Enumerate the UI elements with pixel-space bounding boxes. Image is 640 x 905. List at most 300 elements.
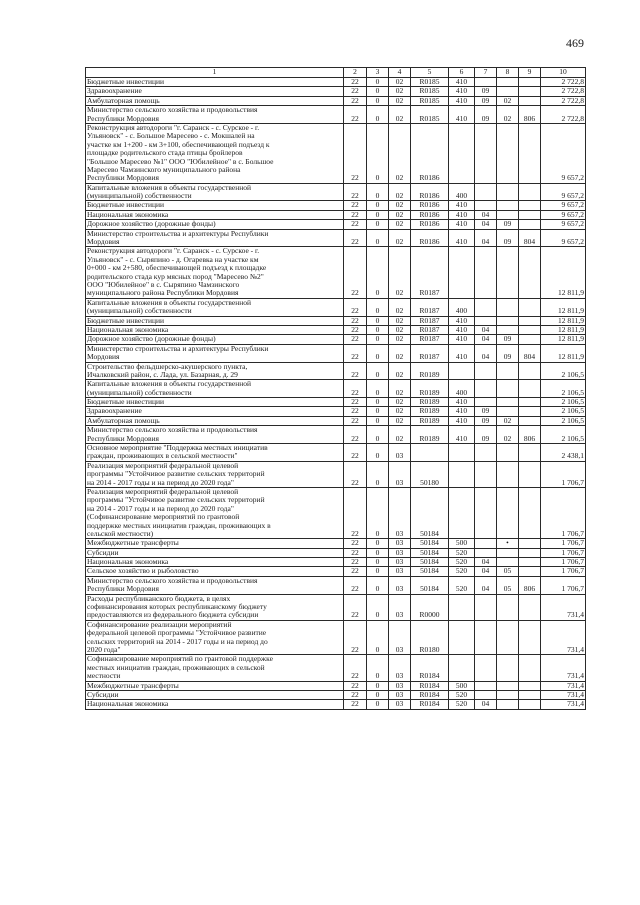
code-expense-type: 410 (449, 316, 475, 325)
code-program: 0 (367, 594, 389, 620)
code-expense-type: 520 (449, 576, 475, 594)
code-program: 0 (367, 362, 389, 380)
row-title: Бюджетные инвестиции (86, 201, 344, 210)
code-subsection (497, 210, 519, 219)
code-target: R0186 (411, 210, 449, 219)
code-subprogram: 02 (389, 426, 411, 444)
code-department (519, 247, 541, 298)
code-subprogram: 02 (389, 362, 411, 380)
code-subprogram: 03 (389, 620, 411, 655)
code-subsection (497, 690, 519, 699)
code-section: 09 (475, 106, 497, 124)
code-subprogram: 02 (389, 380, 411, 398)
code-program: 0 (367, 335, 389, 344)
code-expense-type (449, 362, 475, 380)
code-program: 0 (367, 96, 389, 105)
column-header: 7 (475, 68, 497, 78)
row-title: Бюджетные инвестиции (86, 78, 344, 87)
code-target: R0186 (411, 220, 449, 229)
table-row (86, 655, 586, 681)
code-subsection (497, 620, 519, 655)
code-target: 50184 (411, 567, 449, 576)
code-subsection (497, 298, 519, 316)
table-row (86, 325, 586, 334)
code-section (475, 655, 497, 681)
code-program: 0 (367, 325, 389, 334)
row-amount: 731,4 (541, 620, 586, 655)
code-expense-type: 400 (449, 298, 475, 316)
code-section: 04 (475, 344, 497, 362)
code-target: R0184 (411, 700, 449, 709)
code-subprogram: 03 (389, 690, 411, 699)
row-title: Реконструкция автодороги "г. Саранск - с. Сурское - г. Ульяновск" - с. Большое Маресево - с. Мокшалей на участке км 1+200 - км 3+100, обеспечивающей подъезд к площадке родительского стада птицы бройлеров "Большое Маресево №1" ООО "Юбилейное" в с. Большое Маресево Чамзинского муниципального района Республики Мордовия (86, 123, 344, 183)
code-program: 0 (367, 426, 389, 444)
table-row (86, 123, 586, 183)
table-row (86, 594, 586, 620)
row-amount: 2 722,8 (541, 78, 586, 87)
code-section (475, 620, 497, 655)
code-subsection (497, 78, 519, 87)
code-ministry: 22 (344, 487, 367, 538)
code-subprogram: 02 (389, 298, 411, 316)
code-subsection (497, 247, 519, 298)
code-department (519, 325, 541, 334)
row-title: Межбюджетные трансферты (86, 681, 344, 690)
row-title: Дорожное хозяйство (дорожные фонды) (86, 220, 344, 229)
code-program: 0 (367, 655, 389, 681)
code-expense-type: 410 (449, 220, 475, 229)
table-row (86, 298, 586, 316)
table-row (86, 576, 586, 594)
table-row (86, 96, 586, 105)
row-title: Амбулаторная помощь (86, 416, 344, 425)
row-amount: 9 657,2 (541, 183, 586, 201)
code-subsection (497, 316, 519, 325)
code-program: 0 (367, 316, 389, 325)
code-subsection (497, 558, 519, 567)
code-expense-type: 400 (449, 380, 475, 398)
table-row (86, 426, 586, 444)
code-department (519, 487, 541, 538)
code-expense-type (449, 461, 475, 487)
code-department (519, 620, 541, 655)
column-header: 4 (389, 68, 411, 78)
code-section: 04 (475, 210, 497, 219)
code-target: R0184 (411, 681, 449, 690)
table-row (86, 548, 586, 557)
code-ministry: 22 (344, 78, 367, 87)
code-program: 0 (367, 380, 389, 398)
code-subprogram: 02 (389, 106, 411, 124)
table-row (86, 201, 586, 210)
code-subsection (497, 183, 519, 201)
code-subprogram: 03 (389, 558, 411, 567)
code-section (475, 681, 497, 690)
code-subprogram: 03 (389, 594, 411, 620)
code-ministry: 22 (344, 229, 367, 247)
code-department (519, 210, 541, 219)
column-header: 8 (497, 68, 519, 78)
row-amount: 731,4 (541, 700, 586, 709)
table-header-row (86, 68, 586, 78)
code-section: 04 (475, 567, 497, 576)
code-program: 0 (367, 461, 389, 487)
code-target: R0189 (411, 407, 449, 416)
code-section: 09 (475, 96, 497, 105)
code-program: 0 (367, 700, 389, 709)
code-subsection (497, 362, 519, 380)
code-program: 0 (367, 398, 389, 407)
table-row (86, 344, 586, 362)
code-section (475, 487, 497, 538)
code-subsection: 09 (497, 220, 519, 229)
code-department (519, 123, 541, 183)
row-amount: 1 706,7 (541, 461, 586, 487)
code-program: 0 (367, 558, 389, 567)
code-department: 804 (519, 344, 541, 362)
code-subprogram: 02 (389, 407, 411, 416)
code-ministry: 22 (344, 106, 367, 124)
code-program: 0 (367, 123, 389, 183)
row-title: Министерство сельского хозяйства и продовольствия Республики Мордовия (86, 106, 344, 124)
code-subsection: 05 (497, 567, 519, 576)
code-department: 806 (519, 106, 541, 124)
code-ministry: 22 (344, 316, 367, 325)
code-target: R0184 (411, 655, 449, 681)
code-expense-type (449, 487, 475, 538)
code-target: R0189 (411, 426, 449, 444)
row-amount: 1 706,7 (541, 576, 586, 594)
code-target: R0185 (411, 87, 449, 96)
table-row (86, 220, 586, 229)
code-department: 804 (519, 229, 541, 247)
code-program: 0 (367, 210, 389, 219)
code-section: 04 (475, 335, 497, 344)
code-subsection (497, 655, 519, 681)
row-amount: 1 706,7 (541, 539, 586, 548)
code-subprogram: 02 (389, 201, 411, 210)
code-section (475, 78, 497, 87)
code-ministry: 22 (344, 335, 367, 344)
code-subprogram: 02 (389, 416, 411, 425)
row-amount: 731,4 (541, 594, 586, 620)
code-section (475, 398, 497, 407)
row-title: Министерство строительства и архитектуры Республики Мордовия (86, 344, 344, 362)
code-expense-type (449, 247, 475, 298)
code-section (475, 183, 497, 201)
row-title: Национальная экономика (86, 700, 344, 709)
code-program: 0 (367, 539, 389, 548)
code-ministry: 22 (344, 298, 367, 316)
code-section (475, 298, 497, 316)
row-title: Национальная экономика (86, 325, 344, 334)
code-ministry: 22 (344, 201, 367, 210)
code-program: 0 (367, 576, 389, 594)
code-expense-type (449, 594, 475, 620)
row-amount: 2 106,5 (541, 398, 586, 407)
code-expense-type: 520 (449, 567, 475, 576)
code-subprogram: 02 (389, 220, 411, 229)
code-expense-type: 410 (449, 325, 475, 334)
row-title: Капитальные вложения в объекты государственной (муниципальной) собственности (86, 380, 344, 398)
row-amount: 12 811,9 (541, 344, 586, 362)
column-header: 9 (519, 68, 541, 78)
code-target: R0186 (411, 201, 449, 210)
code-target (411, 444, 449, 462)
code-expense-type: 400 (449, 183, 475, 201)
row-amount: 2 722,8 (541, 96, 586, 105)
table-row (86, 316, 586, 325)
row-amount: 12 811,9 (541, 335, 586, 344)
row-title: Капитальные вложения в объекты государственной (муниципальной) собственности (86, 298, 344, 316)
code-section (475, 380, 497, 398)
table-row (86, 539, 586, 548)
code-target: 50184 (411, 558, 449, 567)
code-target: R0187 (411, 335, 449, 344)
code-subprogram: 02 (389, 325, 411, 334)
code-target: 50184 (411, 576, 449, 594)
code-subsection (497, 398, 519, 407)
row-title: Реализация мероприятий федеральной целевой программы "Устойчивое развитие сельских территорий на 2014 - 2017 годы и на период до 2020 года" (86, 461, 344, 487)
code-subsection (497, 123, 519, 183)
table-row (86, 247, 586, 298)
code-section (475, 690, 497, 699)
row-title: Бюджетные инвестиции (86, 398, 344, 407)
code-subprogram: 02 (389, 316, 411, 325)
row-amount: 9 657,2 (541, 123, 586, 183)
row-title: Здравоохранение (86, 407, 344, 416)
code-department (519, 558, 541, 567)
code-program: 0 (367, 201, 389, 210)
code-department (519, 380, 541, 398)
code-department (519, 461, 541, 487)
row-title: Реконструкция автодороги "г. Саранск - с. Сурское - г. Ульяновск" - с. Сыряпино - д. Огаревка на участке км 0+000 - км 2+580, обеспечивающей подъезд к площадке родительского стада кур мясных пород "Маресево №2" ООО "Юбилейное" в с. Сыряпино Чамзинского муниципального района Республики Мордовия (86, 247, 344, 298)
code-section: 04 (475, 229, 497, 247)
code-section (475, 316, 497, 325)
table-row (86, 690, 586, 699)
table-row (86, 106, 586, 124)
code-department (519, 183, 541, 201)
code-section: 09 (475, 87, 497, 96)
row-amount: 9 657,2 (541, 201, 586, 210)
code-ministry: 22 (344, 444, 367, 462)
row-title: Министерство сельского хозяйства и продовольствия Республики Мордовия (86, 576, 344, 594)
code-subsection (497, 700, 519, 709)
code-ministry: 22 (344, 220, 367, 229)
row-amount: 12 811,9 (541, 325, 586, 334)
row-amount: 1 706,7 (541, 558, 586, 567)
code-subprogram: 03 (389, 461, 411, 487)
code-section: 09 (475, 407, 497, 416)
row-amount: 2 106,5 (541, 380, 586, 398)
code-subsection (497, 87, 519, 96)
code-section (475, 594, 497, 620)
code-program: 0 (367, 344, 389, 362)
row-amount: 2 106,5 (541, 407, 586, 416)
code-ministry: 22 (344, 567, 367, 576)
code-department: 806 (519, 576, 541, 594)
code-section (475, 247, 497, 298)
code-program: 0 (367, 220, 389, 229)
code-ministry: 22 (344, 344, 367, 362)
code-subsection (497, 325, 519, 334)
code-expense-type: 410 (449, 96, 475, 105)
code-target: R0185 (411, 106, 449, 124)
table-row (86, 487, 586, 538)
code-subsection: 02 (497, 416, 519, 425)
table-row (86, 407, 586, 416)
code-target: R0186 (411, 123, 449, 183)
code-ministry: 22 (344, 407, 367, 416)
table-row (86, 398, 586, 407)
code-department (519, 567, 541, 576)
code-subsection: 09 (497, 335, 519, 344)
code-section: 04 (475, 220, 497, 229)
code-ministry: 22 (344, 548, 367, 557)
table-row (86, 210, 586, 219)
row-amount: 731,4 (541, 681, 586, 690)
code-ministry: 22 (344, 539, 367, 548)
code-section: 04 (475, 576, 497, 594)
row-amount: 2 106,5 (541, 362, 586, 380)
code-program: 0 (367, 183, 389, 201)
code-program: 0 (367, 247, 389, 298)
row-title: Национальная экономика (86, 210, 344, 219)
row-amount: 2 106,5 (541, 416, 586, 425)
code-subprogram: 03 (389, 655, 411, 681)
code-target: R0187 (411, 325, 449, 334)
code-expense-type: 520 (449, 690, 475, 699)
code-program: 0 (367, 567, 389, 576)
code-program: 0 (367, 444, 389, 462)
code-ministry: 22 (344, 700, 367, 709)
code-ministry: 22 (344, 183, 367, 201)
table-row (86, 558, 586, 567)
table-row (86, 183, 586, 201)
code-department (519, 548, 541, 557)
code-department (519, 407, 541, 416)
code-subsection (497, 461, 519, 487)
code-ministry: 22 (344, 576, 367, 594)
code-department (519, 298, 541, 316)
row-title: Министерство строительства и архитектуры Республики Мордовия (86, 229, 344, 247)
code-section (475, 123, 497, 183)
code-expense-type: 410 (449, 335, 475, 344)
code-subsection (497, 594, 519, 620)
row-amount: 2 722,8 (541, 106, 586, 124)
code-expense-type: 520 (449, 558, 475, 567)
code-department (519, 78, 541, 87)
row-title: Софинансирование мероприятий по грантовой поддержке местных инициатив граждан, проживающих в сельской местности (86, 655, 344, 681)
code-ministry: 22 (344, 690, 367, 699)
code-department (519, 539, 541, 548)
row-amount: 2 438,1 (541, 444, 586, 462)
row-amount: 9 657,2 (541, 229, 586, 247)
row-amount: 1 706,7 (541, 487, 586, 538)
code-department (519, 681, 541, 690)
code-section (475, 539, 497, 548)
code-subsection: 02 (497, 106, 519, 124)
page-number: 469 (566, 36, 584, 50)
code-section: 04 (475, 325, 497, 334)
code-ministry: 22 (344, 426, 367, 444)
code-expense-type: 410 (449, 416, 475, 425)
code-ministry: 22 (344, 362, 367, 380)
code-department (519, 335, 541, 344)
column-header: 10 (541, 68, 586, 78)
row-amount: 9 657,2 (541, 220, 586, 229)
code-expense-type: 410 (449, 426, 475, 444)
column-header: 2 (344, 68, 367, 78)
code-program: 0 (367, 298, 389, 316)
code-target: R0189 (411, 362, 449, 380)
code-department (519, 655, 541, 681)
code-expense-type: 500 (449, 539, 475, 548)
code-program: 0 (367, 78, 389, 87)
code-department (519, 416, 541, 425)
code-ministry: 22 (344, 558, 367, 567)
table-row (86, 335, 586, 344)
code-expense-type: 410 (449, 106, 475, 124)
code-expense-type: 410 (449, 87, 475, 96)
row-title: Здравоохранение (86, 87, 344, 96)
row-amount: 12 811,9 (541, 247, 586, 298)
code-section (475, 201, 497, 210)
code-subprogram: 02 (389, 398, 411, 407)
code-subsection: • (497, 539, 519, 548)
code-expense-type (449, 655, 475, 681)
budget-table (85, 67, 586, 710)
code-target: R0189 (411, 398, 449, 407)
code-program: 0 (367, 106, 389, 124)
code-ministry: 22 (344, 380, 367, 398)
code-target: 50184 (411, 548, 449, 557)
table-row (86, 681, 586, 690)
code-subprogram: 03 (389, 539, 411, 548)
code-department (519, 201, 541, 210)
table-row (86, 362, 586, 380)
code-target: R0186 (411, 183, 449, 201)
table-body (86, 78, 586, 710)
code-ministry: 22 (344, 681, 367, 690)
code-department (519, 594, 541, 620)
row-title: Субсидии (86, 548, 344, 557)
code-target: R0189 (411, 380, 449, 398)
code-target: R0184 (411, 690, 449, 699)
code-ministry: 22 (344, 325, 367, 334)
code-target: R0185 (411, 96, 449, 105)
code-department (519, 700, 541, 709)
row-title: Реализация мероприятий федеральной целевой программы "Устойчивое развитие сельских территорий на 2014 - 2017 годы и на период до 2020 года" (Софинансирование мероприятий по грантовой поддержке местных инициатив граждан, проживающих в сельской местности) (86, 487, 344, 538)
code-ministry: 22 (344, 96, 367, 105)
code-section: 04 (475, 558, 497, 567)
table-row (86, 380, 586, 398)
code-section (475, 461, 497, 487)
row-amount: 1 706,7 (541, 548, 586, 557)
row-amount: 2 106,5 (541, 426, 586, 444)
row-amount: 12 811,9 (541, 316, 586, 325)
code-subprogram: 02 (389, 96, 411, 105)
code-department (519, 362, 541, 380)
code-subprogram: 02 (389, 183, 411, 201)
row-amount: 9 657,2 (541, 210, 586, 219)
code-subprogram: 03 (389, 548, 411, 557)
code-section: 09 (475, 426, 497, 444)
code-expense-type: 410 (449, 407, 475, 416)
code-subprogram: 03 (389, 681, 411, 690)
code-section: 04 (475, 700, 497, 709)
table-row (86, 87, 586, 96)
